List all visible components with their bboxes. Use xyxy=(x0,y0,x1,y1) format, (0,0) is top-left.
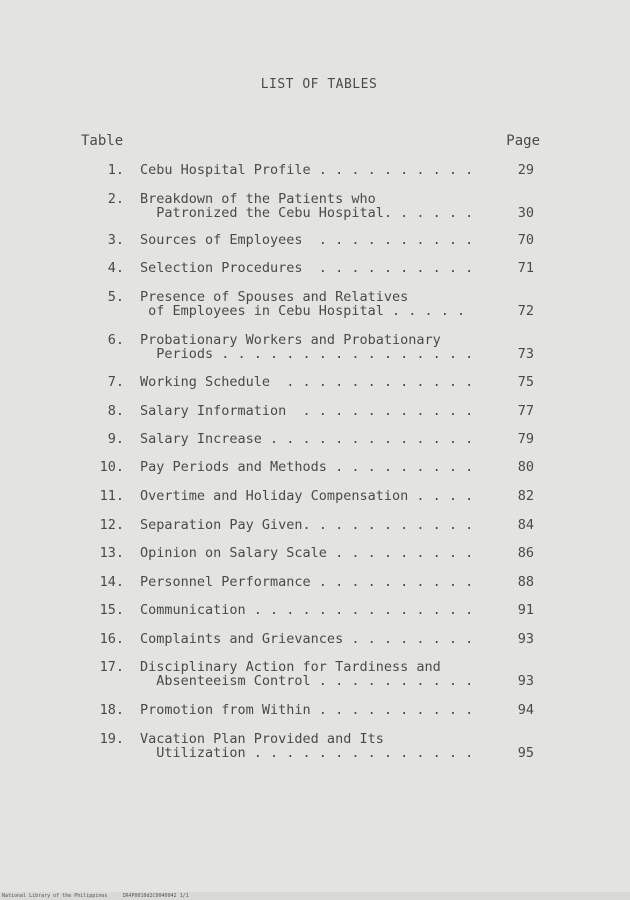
entry-page-number: 84 xyxy=(517,517,534,533)
entry-number: 6. xyxy=(107,332,124,348)
entry-title: Overtime and Holiday Compensation . . . . xyxy=(140,488,474,504)
entry-title: Pay Periods and Methods . . . . . . . . . xyxy=(140,459,474,475)
entry-number: 1. xyxy=(107,162,124,178)
entry-number: 7. xyxy=(107,374,124,390)
entry-page-number: 82 xyxy=(517,488,534,504)
entry-page-number: 86 xyxy=(517,545,534,561)
entry-title: Salary Information . . . . . . . . . . . xyxy=(140,403,474,419)
entry-number: 10. xyxy=(99,459,124,475)
entry-title-continued: Patronized the Cebu Hospital. . . . . . xyxy=(140,205,474,221)
entry-title: Disciplinary Action for Tardiness and xyxy=(140,659,441,675)
entry-page-number: 88 xyxy=(517,574,534,590)
entry-number: 13. xyxy=(99,545,124,561)
entry-page-number: 95 xyxy=(517,745,534,761)
entry-number: 11. xyxy=(99,488,124,504)
entry-title: Presence of Spouses and Relatives xyxy=(140,289,409,305)
entry-page-number: 77 xyxy=(517,403,534,419)
entry-page-number: 30 xyxy=(517,205,534,221)
entry-page-number: 71 xyxy=(517,260,534,276)
entry-title: Separation Pay Given. . . . . . . . . . . xyxy=(140,517,474,533)
page-column-header: Page xyxy=(506,133,540,149)
entry-title: Salary Increase . . . . . . . . . . . . . xyxy=(140,431,474,447)
entry-title: Breakdown of the Patients who xyxy=(140,191,376,207)
entry-title-continued: Utilization . . . . . . . . . . . . . . xyxy=(140,745,474,761)
entry-number: 5. xyxy=(107,289,124,305)
page-title: LIST OF TABLES xyxy=(260,77,378,92)
entry-title: Working Schedule . . . . . . . . . . . . xyxy=(140,374,474,390)
entry-page-number: 80 xyxy=(517,459,534,475)
entry-title: Promotion from Within . . . . . . . . . . xyxy=(140,702,474,718)
entry-title-continued: of Employees in Cebu Hospital . . . . . xyxy=(140,303,466,319)
entry-title-continued: Absenteeism Control . . . . . . . . . . xyxy=(140,673,474,689)
entry-title: Sources of Employees . . . . . . . . . . xyxy=(140,232,474,248)
entry-title: Opinion on Salary Scale . . . . . . . . . xyxy=(140,545,474,561)
entry-page-number: 94 xyxy=(517,702,534,718)
entry-number: 19. xyxy=(99,731,124,747)
entry-number: 14. xyxy=(99,574,124,590)
entry-page-number: 91 xyxy=(517,602,534,618)
entry-number: 2. xyxy=(107,191,124,207)
entry-number: 15. xyxy=(99,602,124,618)
entry-number: 9. xyxy=(107,431,124,447)
entry-title: Vacation Plan Provided and Its xyxy=(140,731,384,747)
entry-title: Probationary Workers and Probationary xyxy=(140,332,441,348)
entry-title: Communication . . . . . . . . . . . . . . xyxy=(140,602,474,618)
entry-number: 16. xyxy=(99,631,124,647)
entry-number: 12. xyxy=(99,517,124,533)
entry-number: 17. xyxy=(99,659,124,675)
entry-page-number: 70 xyxy=(517,232,534,248)
entry-page-number: 72 xyxy=(517,303,534,319)
entry-title: Personnel Performance . . . . . . . . . . xyxy=(140,574,474,590)
entry-number: 18. xyxy=(99,702,124,718)
entry-title: Cebu Hospital Profile . . . . . . . . . . xyxy=(140,162,474,178)
entry-title: Complaints and Grievances . . . . . . . . xyxy=(140,631,474,647)
entry-page-number: 29 xyxy=(517,162,534,178)
entry-number: 8. xyxy=(107,403,124,419)
entry-page-number: 73 xyxy=(517,346,534,362)
entry-page-number: 75 xyxy=(517,374,534,390)
footer-stamp: National Library of the Philippines IR4P0010d2C0040042 1/1 xyxy=(2,893,189,899)
entry-title-continued: Periods . . . . . . . . . . . . . . . . xyxy=(140,346,474,362)
entry-title: Selection Procedures . . . . . . . . . . xyxy=(140,260,474,276)
table-column-header: Table xyxy=(81,133,124,149)
entry-number: 3. xyxy=(107,232,124,248)
entry-page-number: 79 xyxy=(517,431,534,447)
entry-number: 4. xyxy=(107,260,124,276)
entry-page-number: 93 xyxy=(517,631,534,647)
entry-page-number: 93 xyxy=(517,673,534,689)
